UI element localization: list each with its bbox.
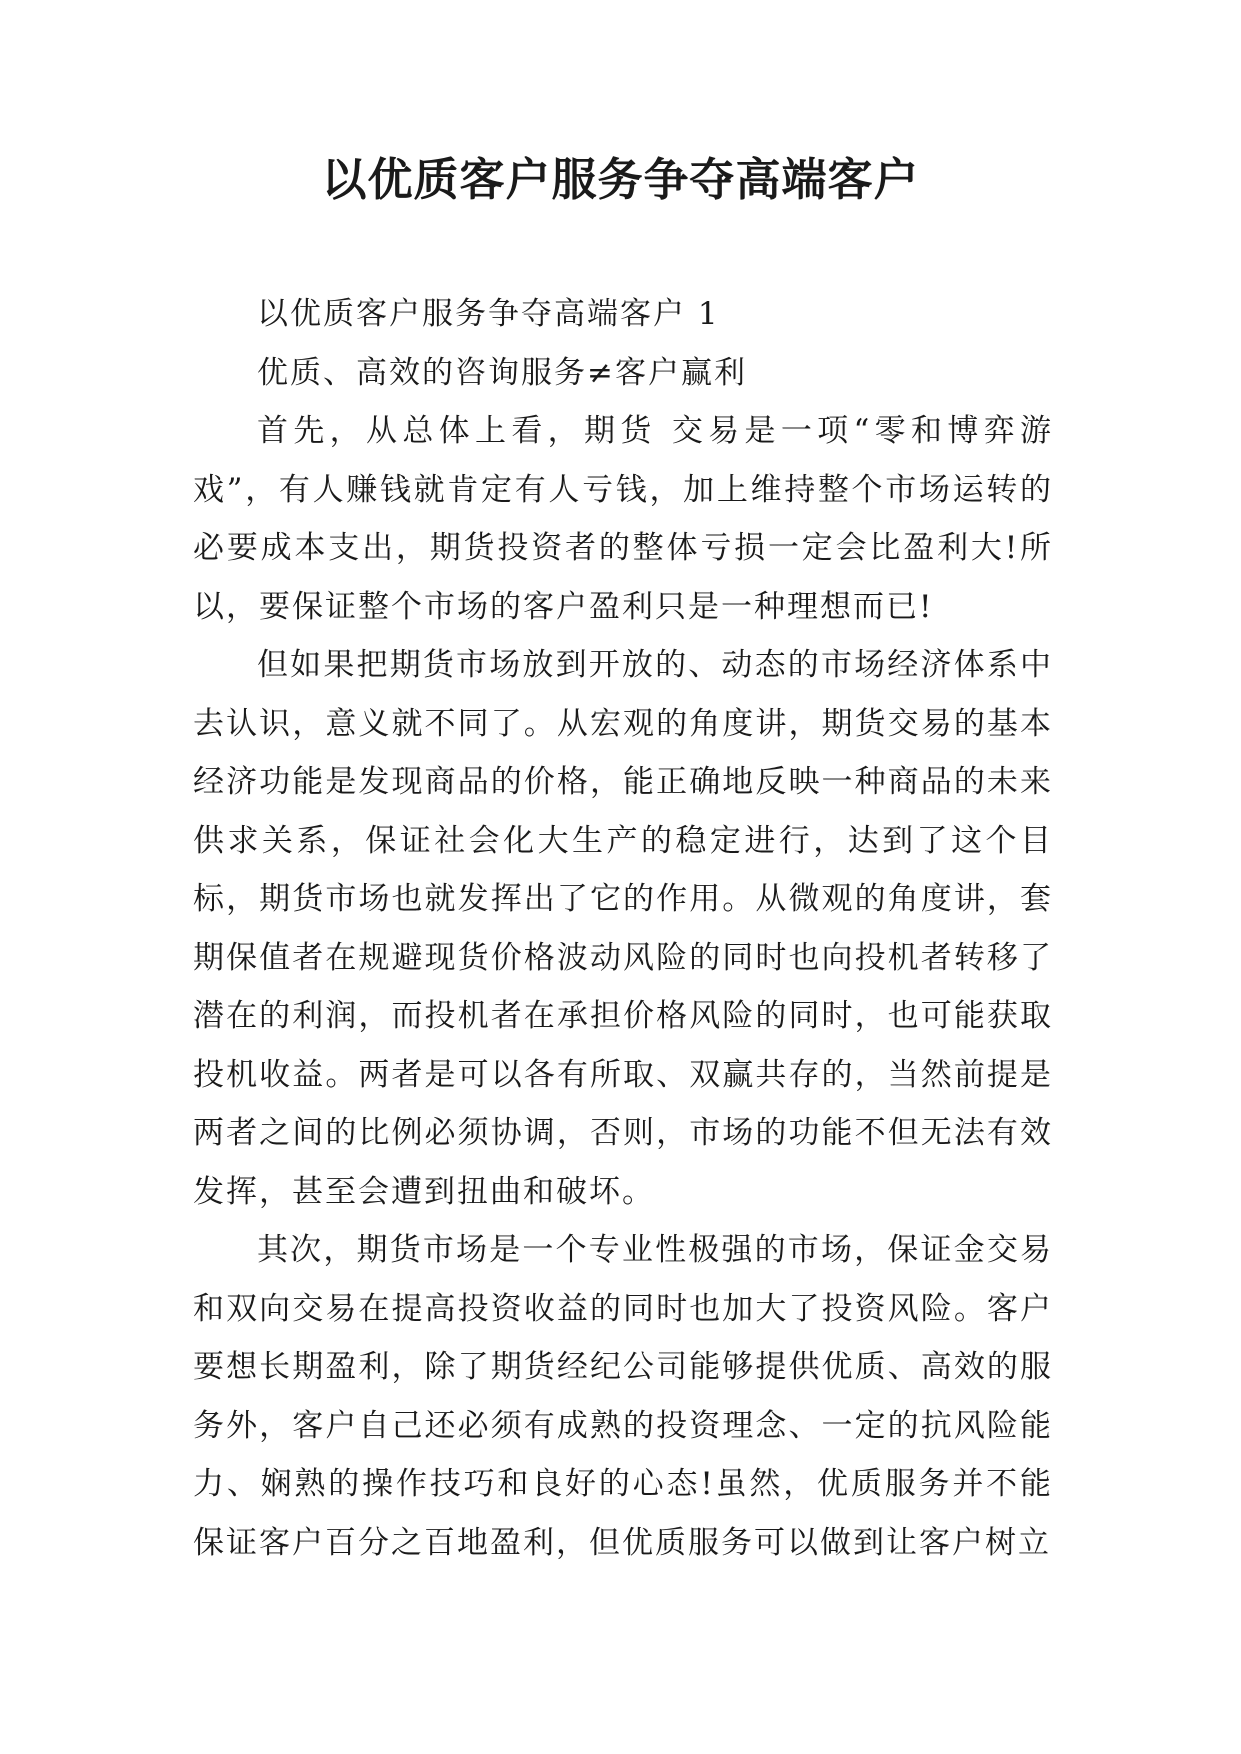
section-subheading: 优质、高效的咨询服务≠客户赢利 — [257, 354, 747, 391]
paragraph-first: 首先，从总体上看，期货 交易是一项“零和博弈游戏”，有人赚钱就肯定有人亏钱，加上维持整个市场运转的必要成本支出，期货投资者的整体亏损一定会比盈利大!所以，要保证整个市场的客户盈利只是一种理想而已! — [193, 413, 1053, 625]
paragraph-second: 但如果把期货市场放到开放的、动态的市场经济体系中去认识，意义就不同了。从宏观的角度讲，期货交易的基本经济功能是发现商品的价格，能正确地反映一种商品的未来供求关系，保证社会化大生产的稳定进行，达到了这个目标，期货市场也就发挥出了它的作用。从微观的角度讲，套期保值者在规避现货价格波动风险的同时也向投机者转移了潜在的利润，而投机者在承担价格风险的同时，也可能获取投机收益。两者是可以各有所取、双赢共存的，当然前提是两者之间的比例必须协调，否则，市场的功能不但无法有效发挥，甚至会遭到扭曲和破坏。 — [193, 647, 1053, 1210]
document-body — [193, 285, 1053, 1572]
paragraph-third: 其次，期货市场是一个专业性极强的市场，保证金交易和双向交易在提高投资收益的同时也加大了投资风险。客户要想长期盈利，除了期货经纪公司能够提供优质、高效的服务外，客户自己还必须有成熟的投资理念、一定的抗风险能力、娴熟的操作技巧和良好的心态!虽然，优质服务并不能保证客户百分之百地盈利，但优质服务可以做到让客户树立 — [193, 1232, 1053, 1561]
section-heading: 以优质客户服务争夺高端客户 1 — [257, 296, 720, 332]
document-title: 以优质客户服务争夺高端客户 — [321, 153, 920, 206]
